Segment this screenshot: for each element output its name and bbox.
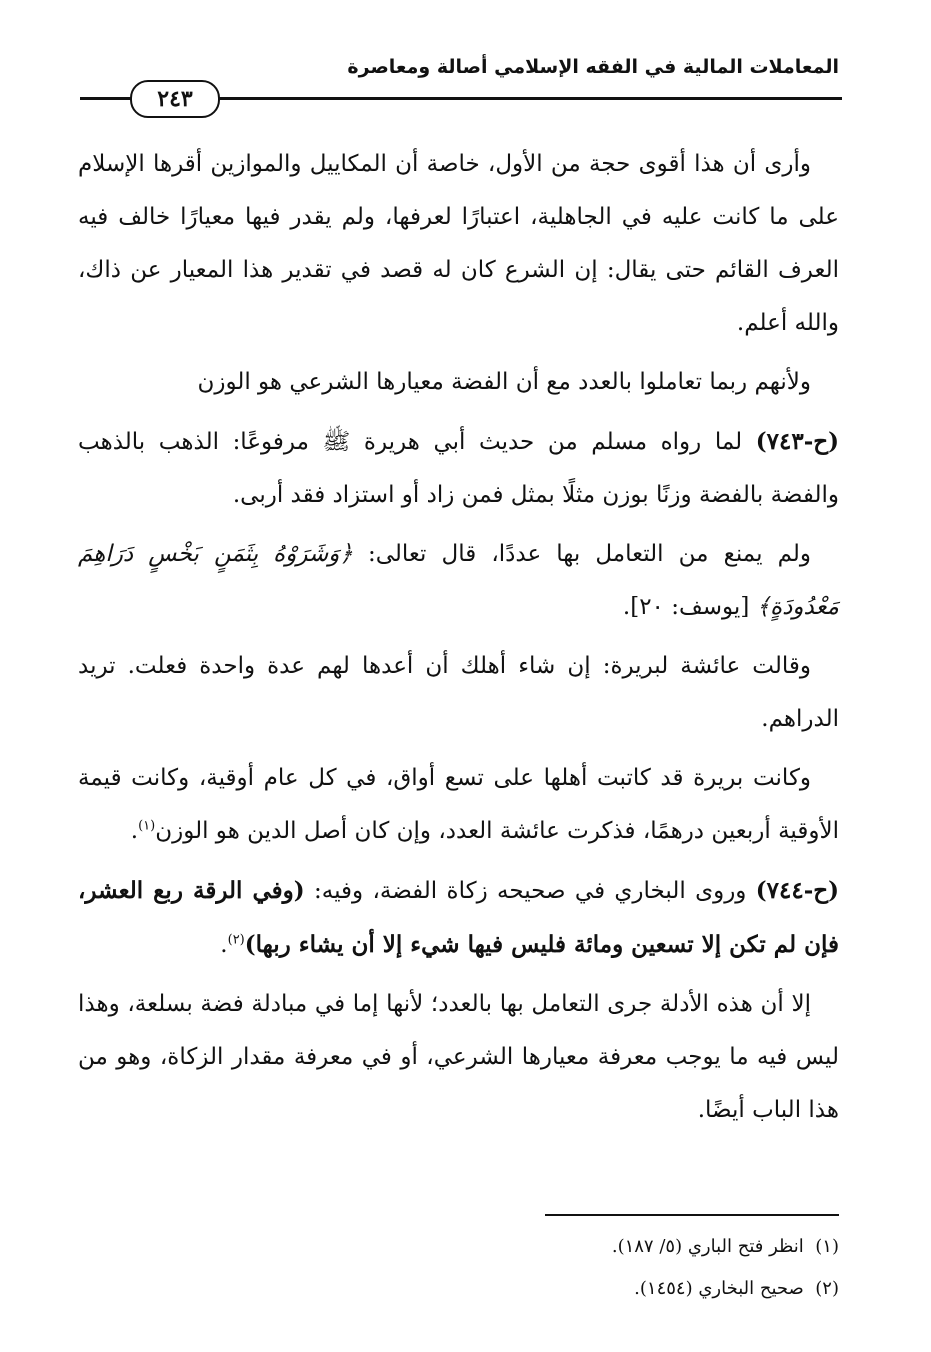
page-number-badge: ٢٤٣	[130, 80, 220, 118]
verse-citation: [يوسف: ٢٠].	[622, 594, 757, 620]
paragraph-text: لما رواه مسلم من حديث أبي هريرة ﷺ مرفوعًا: الذهب بالذهب والفضة بالفضة وزنًا بوزن مثلًا بمثل فمن زاد أو استزاد فقد أربى.	[78, 429, 839, 508]
footnote-number: (٢)	[815, 1278, 839, 1299]
paragraph-text: إلا أن هذه الأدلة جرى التعامل بها بالعدد؛ لأنها إما في مبادلة فضة بسلعة، وهذا ليس فيه ما يوجب معرفة معيارها الشرعي، أو في معرفة مقدار الزكاة، وهو من هذا الباب أيضًا.	[78, 991, 839, 1123]
footnote-marker[interactable]: (٢)	[227, 932, 245, 948]
paragraph-6	[78, 752, 839, 858]
paragraph-4	[78, 528, 839, 634]
paragraph-end: .	[220, 932, 228, 958]
footnotes	[612, 1226, 839, 1310]
paragraph-5	[78, 640, 839, 746]
running-header-title: المعاملات المالية في الفقه الإسلامي أصالة ومعاصرة	[347, 56, 839, 78]
hadith-quote: (وفي الرقة ربع العشر، فإن لم تكن إلا تسعين ومائة فليس فيها شيء إلا أن يشاء ربها)	[78, 877, 839, 958]
paragraph-text: ولم يمنع من التعامل بها عددًا، قال تعالى:	[352, 541, 811, 567]
footnote-1	[612, 1226, 839, 1268]
paragraph-text: وكانت بريرة قد كاتبت أهلها على تسع أواق، في كل عام أوقية، وكانت قيمة الأوقية أربعين درهمًا، فذكرت عائشة العدد، وإن كان أصل الدين هو الوزن	[78, 765, 839, 844]
footnote-text: صحيح البخاري (١٤٥٤).	[634, 1278, 804, 1299]
paragraph-text: وأرى أن هذا أقوى حجة من الأول، خاصة أن المكاييل والموازين أقرها الإسلام على ما كانت عليه في الجاهلية، اعتبارًا لعرفها، ولم يقدر فيها معيارًا خالف فيه العرف القائم حتى يقال: إن الشرع كان له قصد في تقدير هذا المعيار عن ذاك، والله أعلم.	[78, 151, 839, 336]
paragraph-end: .	[130, 818, 139, 844]
paragraph-text: وقالت عائشة لبريرة: إن شاء أهلك أن أعدها لهم عدة واحدة فعلت. تريد الدراهم.	[78, 653, 839, 732]
footnote-marker[interactable]: (١)	[138, 818, 156, 834]
paragraph-text: وروى البخاري في صحيحه زكاة الفضة، وفيه:	[304, 878, 756, 904]
hadith-reference: (ح-٧٤٣)	[755, 428, 839, 455]
footnote-2	[612, 1268, 839, 1310]
paragraph-3	[78, 415, 839, 522]
footnote-text: انظر فتح الباري (٥/ ١٨٧).	[611, 1236, 804, 1257]
paragraph-text: ولأنهم ربما تعاملوا بالعدد مع أن الفضة معيارها الشرعي هو الوزن	[197, 369, 811, 395]
paragraph-2	[78, 356, 839, 409]
footnote-number: (١)	[815, 1236, 839, 1257]
paragraph-1	[78, 138, 839, 350]
paragraph-8	[78, 978, 839, 1137]
footnote-rule	[545, 1214, 839, 1216]
paragraph-7	[78, 864, 839, 972]
body-text	[78, 138, 839, 1143]
quran-verse: ﴿وَشَرَوْهُ بِثَمَنٍ بَخْسٍ دَرَاهِمَ مَعْدُودَةٍ﴾	[78, 541, 839, 620]
hadith-reference: (ح-٧٤٤)	[755, 877, 839, 904]
